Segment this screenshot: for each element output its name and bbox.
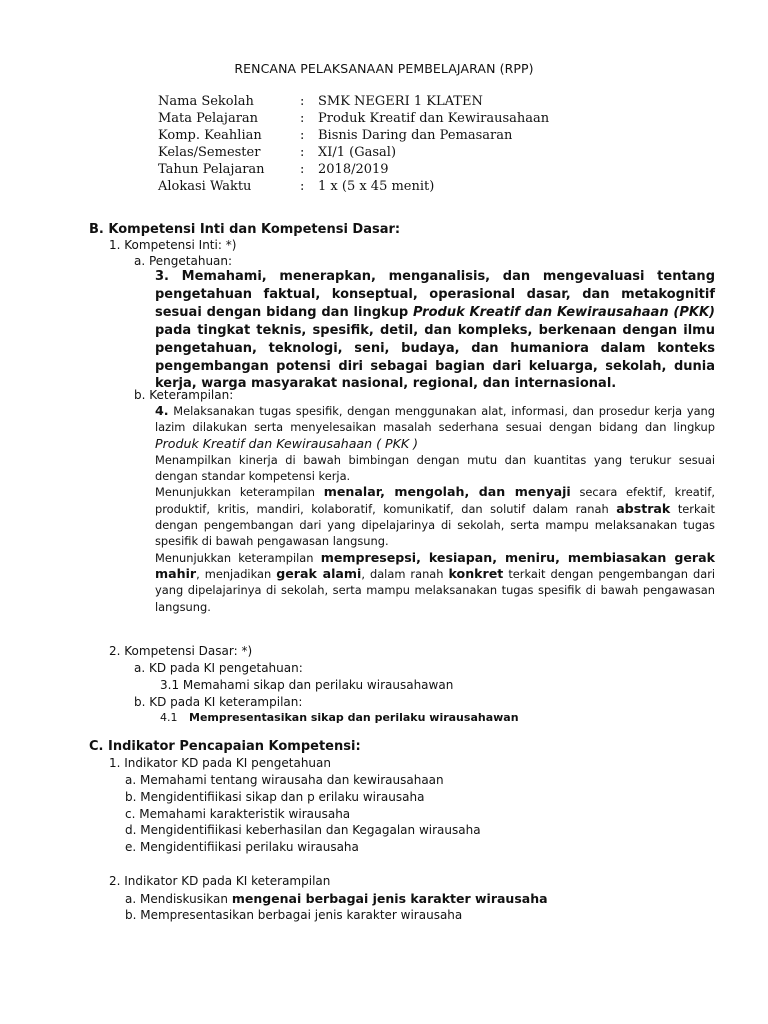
identity-colon: : (300, 94, 305, 109)
ki4-p4-bold: mempresepsi, kesiapan, meniru, membiasakan gerak mahir (155, 549, 715, 581)
indicator-group-2-label: 2. Indikator KD pada KI keterampilan (109, 874, 331, 888)
identity-colon: : (300, 162, 305, 177)
section-c-heading: C. Indikator Pencapaian Kompetensi: (89, 739, 361, 754)
indicator-group-1-label: 1. Indikator KD pada KI pengetahuan (109, 756, 331, 770)
ki4-text-a: Melaksanakan tugas spesifik, dengan menggunakan alat, informasi, dan prosedur kerja yang lazim dilakukan serta menyelesaikan masalah sederhana sesuai dengan bidang dan lingkup (155, 404, 716, 435)
document-title: RENCANA PELAKSANAAN PEMBELAJARAN (RPP) (234, 61, 534, 76)
identity-label: Mata Pelajaran (158, 111, 259, 126)
identity-label: Komp. Keahlian (158, 128, 262, 143)
indicator-1e: e. Mengidentifiikasi perilaku wirausaha (125, 840, 359, 854)
keterampilan-label: b. Keterampilan: (134, 388, 234, 402)
ki4-p4-text: terkait dengan pengembangan dari yang dipelajarinya di sekolah, serta mampu melaksanakan tugas spesifik di bawah pengawasan langsung. (155, 566, 716, 614)
identity-value: SMK NEGERI 1 KLATEN (318, 94, 483, 109)
ki4-p4-bold: gerak alami (276, 565, 362, 581)
ki4-p3-text: terkait dengan pengembangan dari yang dipelajarinya di sekolah, serta mampu melaksanakan tugas spesifik di bawah pengawasan langsung. (155, 501, 715, 549)
indicator-1b: b. Mengidentifiikasi sikap dan p erilaku wirausaha (125, 790, 425, 804)
identity-label: Nama Sekolah (158, 94, 254, 109)
ki3-number: 3. (155, 269, 169, 284)
ki4-p4-text: Menunjukkan keterampilan (155, 550, 314, 565)
ki4-block (155, 403, 715, 615)
ki4-p3-bold: menalar, mengolah, dan menyaji (323, 484, 571, 500)
indicator-2a (125, 891, 548, 906)
ki4-p3-text: Menunjukkan keterampilan (155, 485, 316, 500)
ki4-paragraph-1 (155, 403, 715, 452)
indicator-2a-text: a. Mendiskusikan (125, 892, 228, 906)
kd-keterampilan-label: b. KD pada KI keterampilan: (134, 695, 303, 709)
identity-value: 2018/2019 (318, 162, 389, 177)
indicator-2a-bold: mengenai berbagai jenis karakter wirausaha (231, 891, 548, 906)
indicator-1c: c. Memahami karakteristik wirausaha (125, 807, 351, 821)
identity-colon: : (300, 179, 305, 194)
indicator-1d: d. Mengidentifiikasi keberhasilan dan Kegagalan wirausaha (125, 823, 481, 837)
indicator-2b: b. Mempresentasikan berbagai jenis karakter wirausaha (125, 908, 463, 922)
identity-label: Tahun Pelajaran (158, 162, 265, 177)
ki4-p3-text: secara efektif, kreatif, produktif, kritis, mandiri, kolaboratif, komunikatif, dan solutif dalam ranah (155, 485, 715, 516)
identity-colon: : (300, 145, 305, 160)
ki4-p4-bold: konkret (448, 565, 504, 581)
kd-label: 2. Kompetensi Dasar: *) (109, 644, 253, 658)
identity-colon: : (300, 111, 305, 126)
ki4-paragraph-4 (155, 550, 715, 615)
ki4-paragraph-3 (155, 484, 715, 549)
ki4-p4-text: , dalam ranah (361, 566, 444, 581)
identity-label: Kelas/Semester (158, 145, 261, 160)
kd-3-1: 3.1 Memahami sikap dan perilaku wirausahawan (160, 678, 454, 692)
identity-value: XI/1 (Gasal) (318, 145, 397, 160)
kd-4-1: Mempresentasikan sikap dan perilaku wirausahawan (189, 711, 519, 724)
ki4-p4-text: , menjadikan (196, 566, 272, 581)
ki3-paragraph (155, 268, 715, 393)
identity-value: Bisnis Daring dan Pemasaran (318, 128, 513, 143)
indicator-1a: a. Memahami tentang wirausaha dan kewirausahaan (125, 773, 444, 787)
kd-4-1-number: 4.1 (160, 711, 178, 724)
ki-label: 1. Kompetensi Inti: *) (109, 238, 237, 252)
ki4-p3-bold: abstrak (616, 500, 671, 516)
ki4-number: 4. (155, 403, 169, 418)
pengetahuan-label: a. Pengetahuan: (134, 254, 233, 268)
ki4-paragraph-2: Menampilkan kinerja di bawah bimbingan dengan mutu dan kuantitas yang terukur sesuai dengan standar kompetensi kerja. (155, 452, 715, 484)
ki4-subject-italic: Produk Kreatif dan Kewirausahaan ( PKK ) (155, 435, 419, 451)
ki3-subject-italic: Produk Kreatif dan Kewirausahaan (PKK) (413, 304, 715, 320)
ki3-text-b: pada tingkat teknis, spesifik, detil, dan kompleks, berkenaan dengan ilmu pengetahuan, teknologi, seni, budaya, dan humaniora dalam konteks pengembangan potensi diri sebagai bagian dari keluarga, sekolah, dunia kerja, warga masyarakat nasional, regional, dan internasional. (155, 322, 715, 392)
ki3-text-a: Memahami, menerapkan, menganalisis, dan mengevaluasi tentang pengetahuan faktual, konseptual, operasional dasar, dan metakognitif sesuai dengan bidang dan lingkup (155, 269, 715, 320)
identity-colon: : (300, 128, 305, 143)
section-b-heading: B. Kompetensi Inti dan Kompetensi Dasar: (89, 222, 401, 237)
kd-pengetahuan-label: a. KD pada KI pengetahuan: (134, 661, 303, 675)
identity-value: Produk Kreatif dan Kewirausahaan (318, 111, 550, 126)
identity-value: 1 x (5 x 45 menit) (318, 179, 435, 194)
identity-label: Alokasi Waktu (158, 179, 252, 194)
